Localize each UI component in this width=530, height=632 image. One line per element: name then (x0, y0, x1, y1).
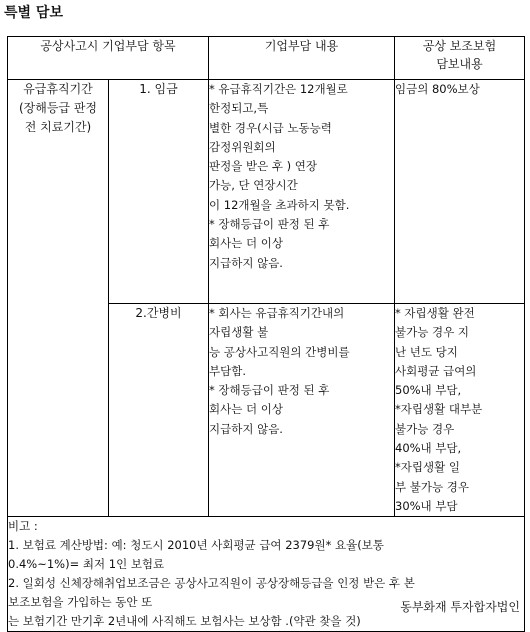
content-line: 회사는 더 이상 (209, 402, 283, 417)
coverage-line: 부 불가능 경우 (395, 479, 469, 494)
header-content: 기업부담 내용 (209, 37, 395, 80)
content-line: 회사는 더 이상 (209, 236, 283, 251)
coverage-wage (395, 80, 525, 304)
content-line: * 유급휴직기간은 12개월로 (209, 82, 348, 96)
header-coverage-line1: 공상 보조보험 (422, 39, 497, 53)
header-coverage-line2: 담보내용 (436, 57, 483, 71)
content-line: 이 12개월을 초과하지 못함. (209, 197, 350, 212)
header-coverage (395, 37, 525, 80)
item-wage: 1. 임금 (109, 80, 209, 304)
content-line: 부담함. (209, 363, 246, 378)
company-footer: 동부화재 투자합자법인 (400, 600, 520, 614)
content-wage (209, 80, 395, 304)
coverage-line: 불가능 경우 (395, 421, 455, 436)
content-line: 자립생활 불 (209, 325, 269, 340)
note-line: 2. 일회성 신체장해취업보조금은 공상사고직원이 공상장해등급을 인정 받은 후 본 (8, 576, 415, 591)
note-line: 는 보험기간 만기후 2년내에 사직해도 보험사는 보상함 .(약관 찾을 것) (8, 614, 361, 629)
category-line1: 유급휴직기간 (23, 82, 93, 96)
coverage-line: 사회평균 급여의 (395, 363, 477, 378)
content-line: * 장해등급이 판정 된 후 (209, 217, 330, 232)
header-item: 공상사고시 기업부담 항목 (8, 37, 209, 80)
coverage-table (7, 36, 525, 632)
coverage-line: *자립생활 일 (395, 460, 460, 475)
coverage-line: * 자립생활 완전 (395, 306, 475, 320)
content-line: 별한 경우(시급 노동능력 (209, 120, 332, 135)
page-heading: 특별 담보 (4, 5, 63, 21)
coverage-line: *자립생활 대부분 (395, 402, 483, 417)
item-care: 2.간병비 (109, 304, 209, 517)
content-line: 지급하지 않음. (209, 421, 283, 436)
coverage-line: 40%내 부담, (395, 441, 462, 456)
coverage-line: 불가능 경우 지 (395, 325, 469, 340)
table-header-row (8, 37, 525, 80)
content-care (209, 304, 395, 517)
note-line: 0.4%~1%)= 최저 1인 보험료 (8, 557, 165, 572)
note-line: 보조보험을 가입하는 동안 또 (8, 595, 153, 610)
note-line: 비고 : (8, 519, 38, 534)
content-line: 판정을 받은 후 ) 연장 (209, 159, 317, 174)
coverage-line: 임금의 80%보상 (395, 82, 480, 96)
category-line3: 전 치료기간) (24, 120, 92, 134)
content-line: 가능, 단 연장시간 (209, 178, 298, 193)
content-line: * 장해등급이 판정 된 후 (209, 383, 330, 398)
content-line: 감정위원회의 (209, 139, 276, 154)
coverage-line: 난 년도 당지 (395, 344, 458, 359)
content-line: * 회사는 유급휴직기간내의 (209, 306, 345, 320)
category-cell (8, 80, 109, 517)
table-row-wage (8, 80, 525, 304)
content-line: 지급하지 않음. (209, 255, 283, 270)
category-line2: (장해등급 판정 (18, 101, 98, 115)
content-line: 능 공상사고직원의 간병비를 (209, 344, 350, 359)
note-line: 1. 보험료 계산방법: 예: 청도시 2010년 사회평균 급여 2379원* 요율(보통 (8, 538, 384, 553)
content-line: 한정되고,특 (209, 101, 269, 116)
coverage-line: 50%내 부담, (395, 383, 462, 398)
coverage-care (395, 304, 525, 517)
coverage-line: 30%내 부담 (395, 498, 458, 513)
